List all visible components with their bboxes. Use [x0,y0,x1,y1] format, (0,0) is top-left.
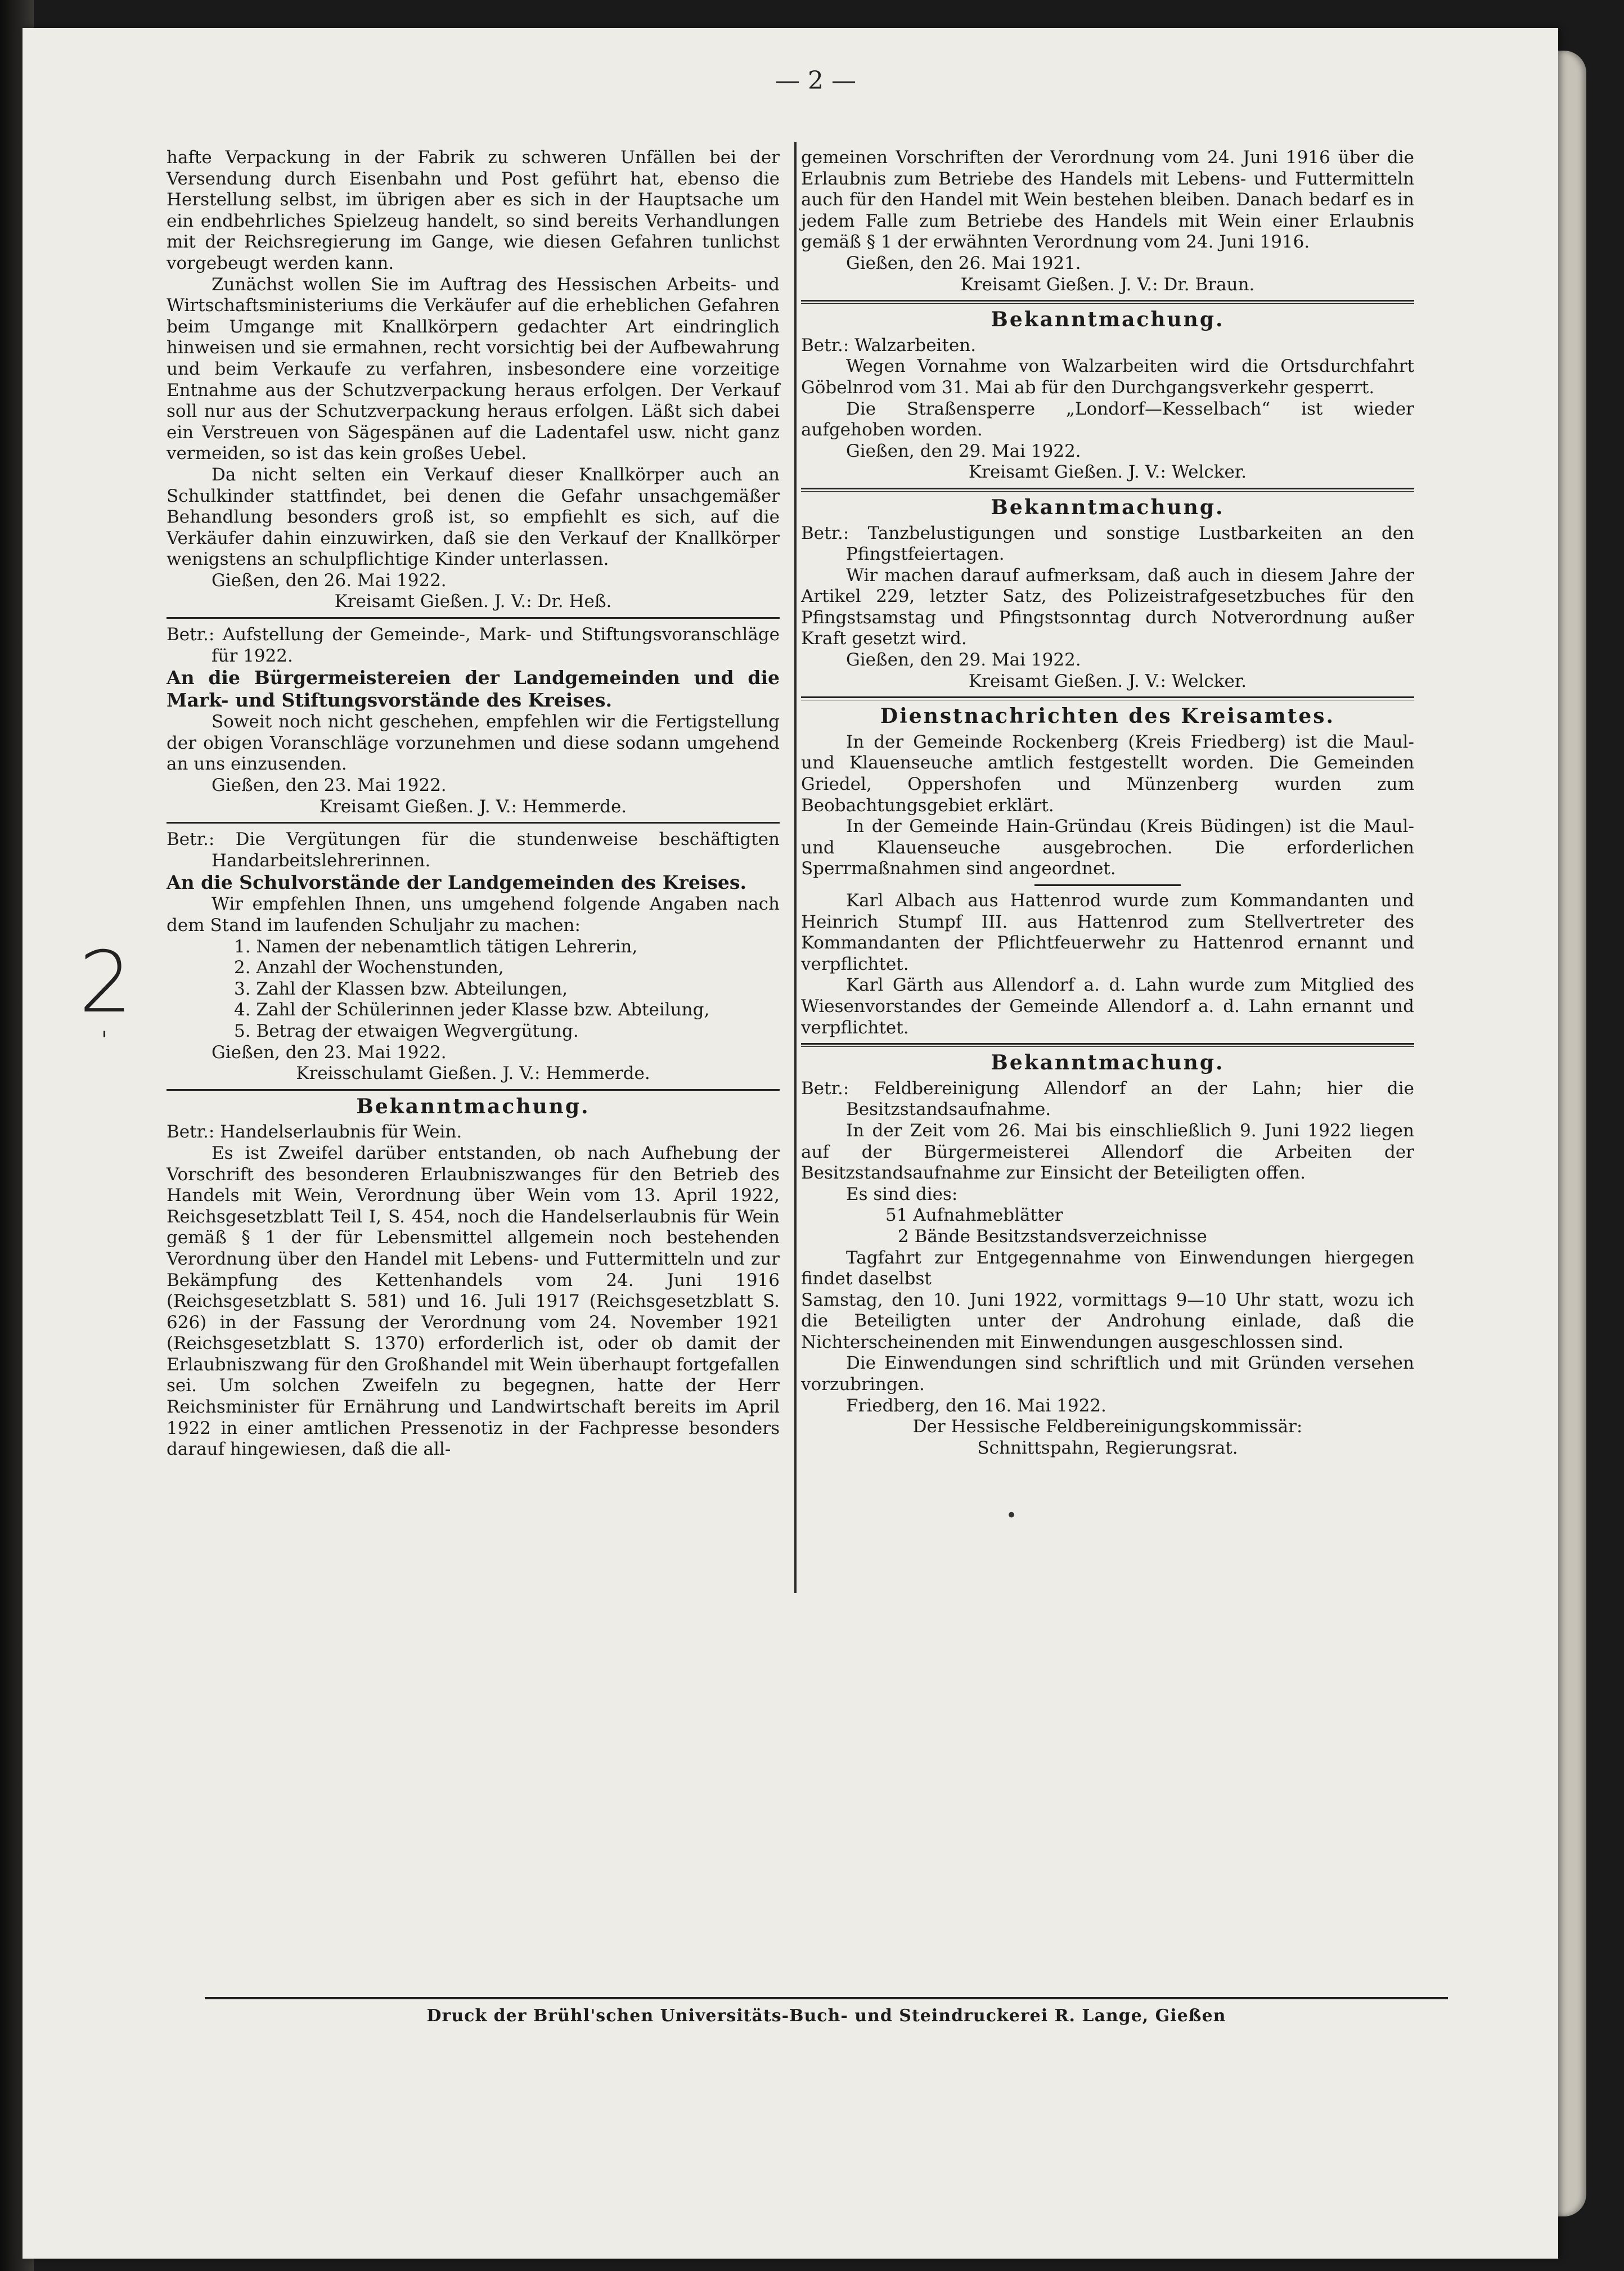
paragraph: Wir machen darauf aufmerksam, daß auch in diesem Jahre der Artikel 229, letzter Satz, des Polizeistrafgesetzbuches für den Pfingstsamstag und Pfingstsonntag durch Notverordnung außer Kraft gesetzt wird. [801,565,1414,649]
paragraph: Soweit noch nicht geschehen, empfehlen wir die Fertigstellung der obigen Voranschläge vorzunehmen und diese sodann umgehend an uns einzusenden. [167,712,780,775]
notice-signature: Kreisamt Gießen. J. V.: Hemmerde. [319,796,627,817]
notice-date: Gießen, den 26. Mai 1922. [212,570,447,591]
notice-subject: Betr.: Walzarbeiten. [801,335,977,356]
printer-imprint: Druck der Brühl'schen Universitäts-Buch- und Steindruckerei R. Lange, Gießen [426,2006,1226,2026]
notice-heading: Bekanntmachung. [991,495,1225,519]
ink-dot: • [1006,1504,1018,1527]
notice-signature: Schnittspahn, Regierungsrat. [977,1437,1238,1458]
section-divider [801,1043,1414,1047]
notice-addressee: An die Bürgermeistereien der Landgemeinden und die Mark- und Stiftungsvorstände des Kreises. [167,667,780,712]
notice-date: Gießen, den 29. Mai 1922. [846,440,1081,461]
notice-signature: Der Hessische Feldbereinigungskommissär: [912,1416,1303,1437]
paragraph: Karl Gärth aus Allendorf a. d. Lahn wurde zum Mitglied des Wiesenvorstandes der Gemeinde Allendorf a. d. Lahn ernannt und verpflichtet. [801,975,1414,1038]
notice-heading: Bekanntmachung. [991,308,1225,332]
paragraph: Es sind dies: [846,1184,958,1204]
paragraph: Es ist Zweifel darüber entstanden, ob nach Aufhebung der Vorschrift des besonderen Erlaubniszwanges für den Betrieb des Handels mit Wein, Verordnung über Wein vom 13. April 1922, Reichsgesetzblatt Teil I, S. 454, noch die Handelserlaubnis für Wein gemäß § 1 der für Lebensmittel allgemein noch bestehenden Verordnung über den Handel mit Lebens- und Futtermitteln und zur Bekämpfung des Kettenhandels vom 24. Juni 1916 (Reichsgesetzblatt S. 581) und 16. Juli 1917 (Reichsgesetzblatt S. 626) in der Fassung der Verordnung vom 24. November 1921 (Reichsgesetzblatt S. 1370) erforderlich ist, oder ob damit der Erlaubniszwang für den Großhandel mit Wein überhaupt fortgefallen sei. Um solchen Zweifeln zu begegnen, hatte der Herr Reichsminister für Ernährung und Landwirtschaft bereits im April 1922 in einer amtlichen Pressenotiz in der Fachpresse besonders darauf hingewiesen, daß die all- [167,1143,780,1460]
footer-rule [205,1997,1448,1999]
document-list [801,1205,1414,1247]
notice-heading: Bekanntmachung. [991,1051,1225,1075]
list-item: 1. Namen der nebenamtlich tätigen Lehrerin, [234,936,638,957]
notice-signature: Kreisamt Gießen. J. V.: Dr. Braun. [960,274,1255,295]
section-divider [801,300,1414,304]
paragraph: Tagfahrt zur Entgegennahme von Einwendungen hiergegen findet daselbst [801,1247,1414,1289]
notice-date: Friedberg, den 16. Mai 1922. [846,1395,1106,1416]
notice-signature: Kreisamt Gießen. J. V.: Dr. Heß. [334,591,612,612]
paragraph: In der Gemeinde Rockenberg (Kreis Friedberg) ist die Maul- und Klauenseuche amtlich festgestellt worden. Die Gemeinden Griedel, Oppershofen und Münzenberg wurden zum Beobachtungsgebiet erklärt. [801,731,1414,816]
list-item: 3. Zahl der Klassen bzw. Abteilungen, [234,978,568,999]
notice-date: Gießen, den 26. Mai 1921. [846,253,1081,273]
short-divider [1034,884,1181,886]
notice-subject: Betr.: Aufstellung der Gemeinde-, Mark- und Stiftungsvoranschläge für 1922. [167,624,780,666]
notice-date: Gießen, den 23. Mai 1922. [212,1042,447,1063]
notice-subject: Betr.: Tanzbelustigungen und sonstige Lustbarkeiten an den Pfingstfeiertagen. [801,523,1414,565]
paragraph: Die Einwendungen sind schriftlich und mit Gründen versehen vorzubringen. [801,1353,1414,1395]
notice-subject: Betr.: Feldbereinigung Allendorf an der Lahn; hier die Besitzstandsaufnahme. [801,1078,1414,1120]
list-item: 5. Betrag der etwaigen Wegvergütung. [234,1020,579,1041]
paragraph: Samstag, den 10. Juni 1922, vormittags 9—10 Uhr statt, wozu ich die Beteiligten unter der Androhung einlade, daß die Nichterscheinenden mit Einwendungen ausgeschlossen sind. [801,1289,1414,1352]
list-item: 2 Bände Besitzstandsverzeichnisse [898,1226,1207,1247]
list-item: 51 Aufnahmeblätter [885,1205,1063,1226]
paragraph: In der Gemeinde Hain-Gründau (Kreis Büdingen) ist die Maul- und Klauenseuche ausgebrochen. Die erforderlichen Sperrmaßnahmen sind angeordnet. [801,816,1414,879]
paragraph: Die Straßensperre „Londorf—Kesselbach“ ist wieder aufgehoben worden. [801,398,1414,440]
paragraph: Wegen Vornahme von Walzarbeiten wird die Ortsdurchfahrt Göbelnrod vom 31. Mai ab für den Durchgangsverkehr gesperrt. [801,356,1414,398]
notice-date: Gießen, den 23. Mai 1922. [212,775,447,796]
notice-heading: Dienstnachrichten des Kreisamtes. [880,704,1335,728]
notice-date: Gießen, den 29. Mai 1922. [846,650,1081,671]
list-item: 2. Anzahl der Wochenstunden, [234,957,504,978]
paragraph: hafte Verpackung in der Fabrik zu schweren Unfällen bei der Versendung durch Eisenbahn und Post geführt hat, ebenso die Herstellung selbst, im übrigen aber es sich in der Hauptsache um ein endbehrliches Spielzeug handelt, so sind bereits Verhandlungen mit der Reichsregierung im Gange, wie diesen Gefahren tunlichst vorgebeugt werden kann. [167,147,780,273]
page-number: — 2 — [775,66,856,95]
paragraph: Wir empfehlen Ihnen, uns umgehend folgende Angaben nach dem Stand im laufenden Schuljahr zu machen: [167,894,780,936]
section-divider [167,1089,780,1091]
section-divider [801,696,1414,700]
notice-subject: Betr.: Die Vergütungen für die stundenweise beschäftigten Handarbeitslehrerinnen. [167,829,780,871]
handwritten-margin-number: 2 [79,934,133,1032]
numbered-list [167,937,780,1042]
section-divider [801,488,1414,492]
paragraph: Zunächst wollen Sie im Auftrag des Hessischen Arbeits- und Wirtschaftsministeriums die Verkäufer auf die erheblichen Gefahren beim Umgange mit Knallkörpern gedachter Art eindringlich hinweisen und sie ermahnen, recht vorsichtig bei der Aufbewahrung und beim Verkaufe zu verfahren, insbesondere eine vorzeitige Entnahme aus der Schutzverpackung heraus erfolgen. Der Verkauf soll nur aus der Schutzverpackung heraus erfolgen. Läßt sich dabei ein Verstreuen von Sägespänen auf die Ladentafel usw. nicht ganz vermeiden, so ist das kein großes Uebel. [167,274,780,464]
right-column [801,147,1414,1459]
section-divider [167,822,780,824]
section-divider [167,617,780,619]
paragraph: Karl Albach aus Hattenrod wurde zum Kommandanten und Heinrich Stumpf III. aus Hattenrod zum Stellvertreter des Kommandanten der Pflichtfeuerwehr zu Hattenrod ernannt und verpflichtet. [801,891,1414,974]
margin-tick-mark: ' [101,1027,107,1053]
list-item: 4. Zahl der Schülerinnen jeder Klasse bzw. Abteilung, [234,1000,710,1020]
notice-addressee: An die Schulvorstände der Landgemeinden des Kreises. [167,871,746,894]
notice-signature: Kreisamt Gießen. J. V.: Welcker. [968,462,1247,483]
paragraph: gemeinen Vorschriften der Verordnung vom 24. Juni 1916 über die Erlaubnis zum Betriebe des Handels mit Lebens- und Futtermitteln auch für den Handel mit Wein bestehen bleiben. Danach bedarf es in jedem Falle zum Betriebe des Handels mit Wein einer Erlaubnis gemäß § 1 der erwähnten Verordnung vom 24. Juni 1916. [801,147,1414,253]
left-column [167,147,780,1460]
notice-signature: Kreisschulamt Gießen. J. V.: Hemmerde. [296,1063,650,1084]
paragraph: Da nicht selten ein Verkauf dieser Knallkörper auch an Schulkinder stattfindet, bei denen die Gefahr unsachgemäßer Behandlung besonders groß ist, so empfiehlt es sich, auf die Verkäufer dahin einzuwirken, daß sie den Verkauf der Knallkörper wenigstens an schulpflichtige Kinder unterlassen. [167,464,780,570]
paragraph: In der Zeit vom 26. Mai bis einschließlich 9. Juni 1922 liegen auf der Bürgermeisterei Allendorf die Arbeiten der Besitzstandsaufnahme zur Einsicht der Beteiligten offen. [801,1120,1414,1184]
column-divider [794,142,797,1593]
notice-heading: Bekanntmachung. [356,1094,590,1118]
notice-subject: Betr.: Handelserlaubnis für Wein. [167,1122,462,1143]
notice-signature: Kreisamt Gießen. J. V.: Welcker. [968,671,1247,691]
